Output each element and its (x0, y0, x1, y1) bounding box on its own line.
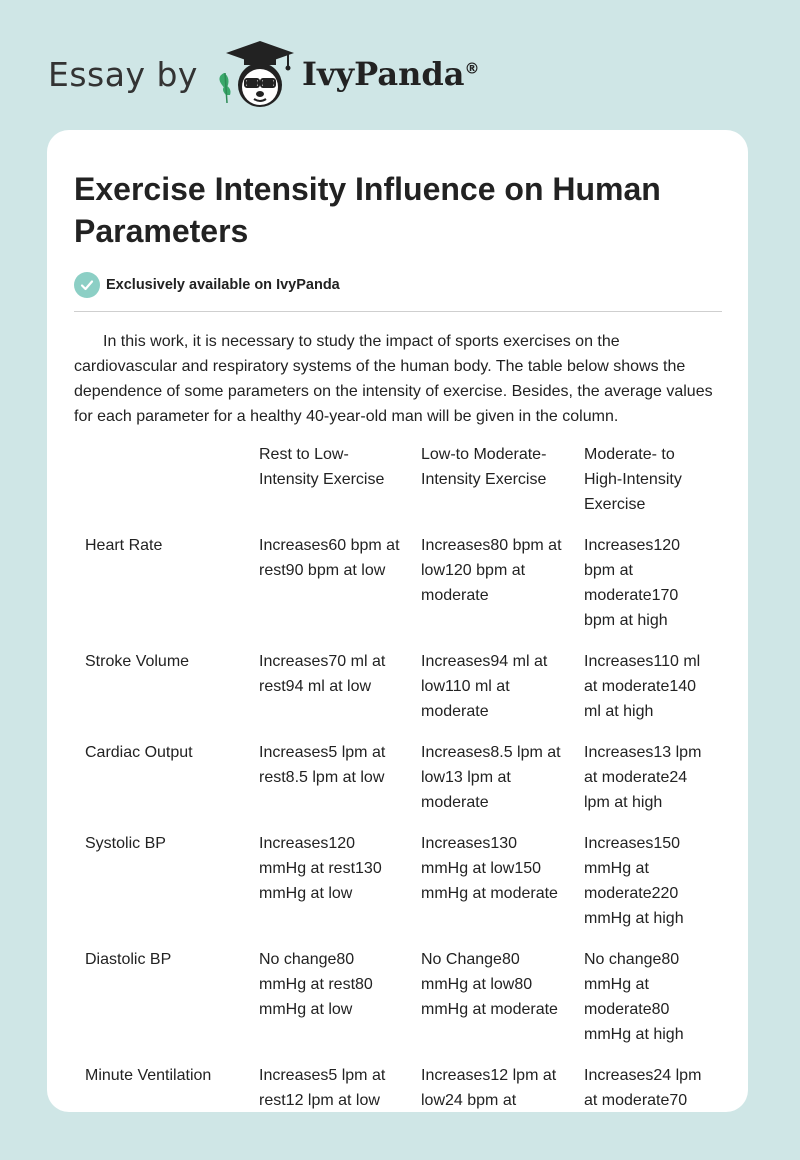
brand-prefix: Essay by (48, 54, 198, 94)
row-label: Systolic BP (85, 835, 166, 852)
divider (74, 311, 722, 312)
exclusive-badge-label: Exclusively available on IvyPanda (106, 277, 340, 293)
row-label: Minute Ventilation (85, 1067, 212, 1084)
table-cell: Increases5 lpm at rest12 lpm at low (259, 1067, 386, 1109)
table-cell: Increases80 bpm at low120 bpm at moderate (421, 537, 562, 604)
table-cell: No change80 mmHg at moderate80 mmHg at high (584, 951, 684, 1043)
table-cell: Increases70 ml at rest94 ml at low (259, 653, 386, 695)
table-cell: Increases150 mmHg at moderate220 mmHg at high (584, 835, 684, 927)
table-cell: Increases13 lpm at moderate24 lpm at high (584, 744, 702, 811)
table-cell: Increases120 bpm at moderate170 bpm at high (584, 537, 681, 629)
table-cell: No Change80 mmHg at low80 mmHg at moderate (421, 951, 558, 1018)
table-row (74, 831, 722, 947)
brand-header (48, 34, 508, 114)
brand-name: IvyPanda® (301, 55, 480, 93)
page-title: Exercise Intensity Influence on Human Parameters (74, 171, 661, 249)
table-header-cell (74, 442, 248, 533)
table-cell: Increases24 lpm at moderate70 (584, 1067, 702, 1109)
article-card (47, 130, 748, 1112)
check-icon (74, 272, 100, 298)
intro-paragraph: In this work, it is necessary to study the impact of sports exercises on the cardiovascular and respiratory systems of the human body. The table below shows the dependence of some parameters on the intensity of exercise. Besides, the average values for each parameter for a healthy 40-year-old man will be given in the column. (74, 333, 713, 425)
table-cell: Increases120 mmHg at rest130 mmHg at low (259, 835, 382, 902)
exclusive-badge (74, 272, 748, 298)
row-label: Heart Rate (85, 537, 163, 554)
table-row (74, 1063, 722, 1112)
table-header-cell: Rest to Low-Intensity Exercise (259, 446, 385, 488)
table-row (74, 947, 722, 1063)
table-cell: No change80 mmHg at rest80 mmHg at low (259, 951, 373, 1018)
panda-logo-icon[interactable] (214, 37, 298, 111)
table-cell: Increases110 ml at moderate140 ml at high (584, 653, 701, 720)
table-row (74, 649, 722, 740)
table-cell: Increases60 bpm at rest90 bpm at low (259, 537, 400, 579)
table-header-cell: Low-to Moderate-Intensity Exercise (421, 446, 547, 488)
row-label: Stroke Volume (85, 653, 190, 670)
table-cell: Increases8.5 lpm at low13 lpm at moderate (421, 744, 561, 811)
table-row (74, 740, 722, 831)
row-label: Diastolic BP (85, 951, 172, 968)
table-header-cell: Moderate- to High-Intensity Exercise (584, 446, 682, 513)
table-cell: Increases130 mmHg at low150 mmHg at moderate (421, 835, 558, 902)
table-cell: Increases5 lpm at rest8.5 lpm at low (259, 744, 386, 786)
table-row (74, 533, 722, 649)
row-label: Cardiac Output (85, 744, 193, 761)
table-header-row (74, 442, 722, 533)
table-cell: Increases12 lpm at low24 bpm at (421, 1067, 557, 1109)
exercise-parameters-table (74, 442, 722, 1112)
table-cell: Increases94 ml at low110 ml at moderate (421, 653, 548, 720)
